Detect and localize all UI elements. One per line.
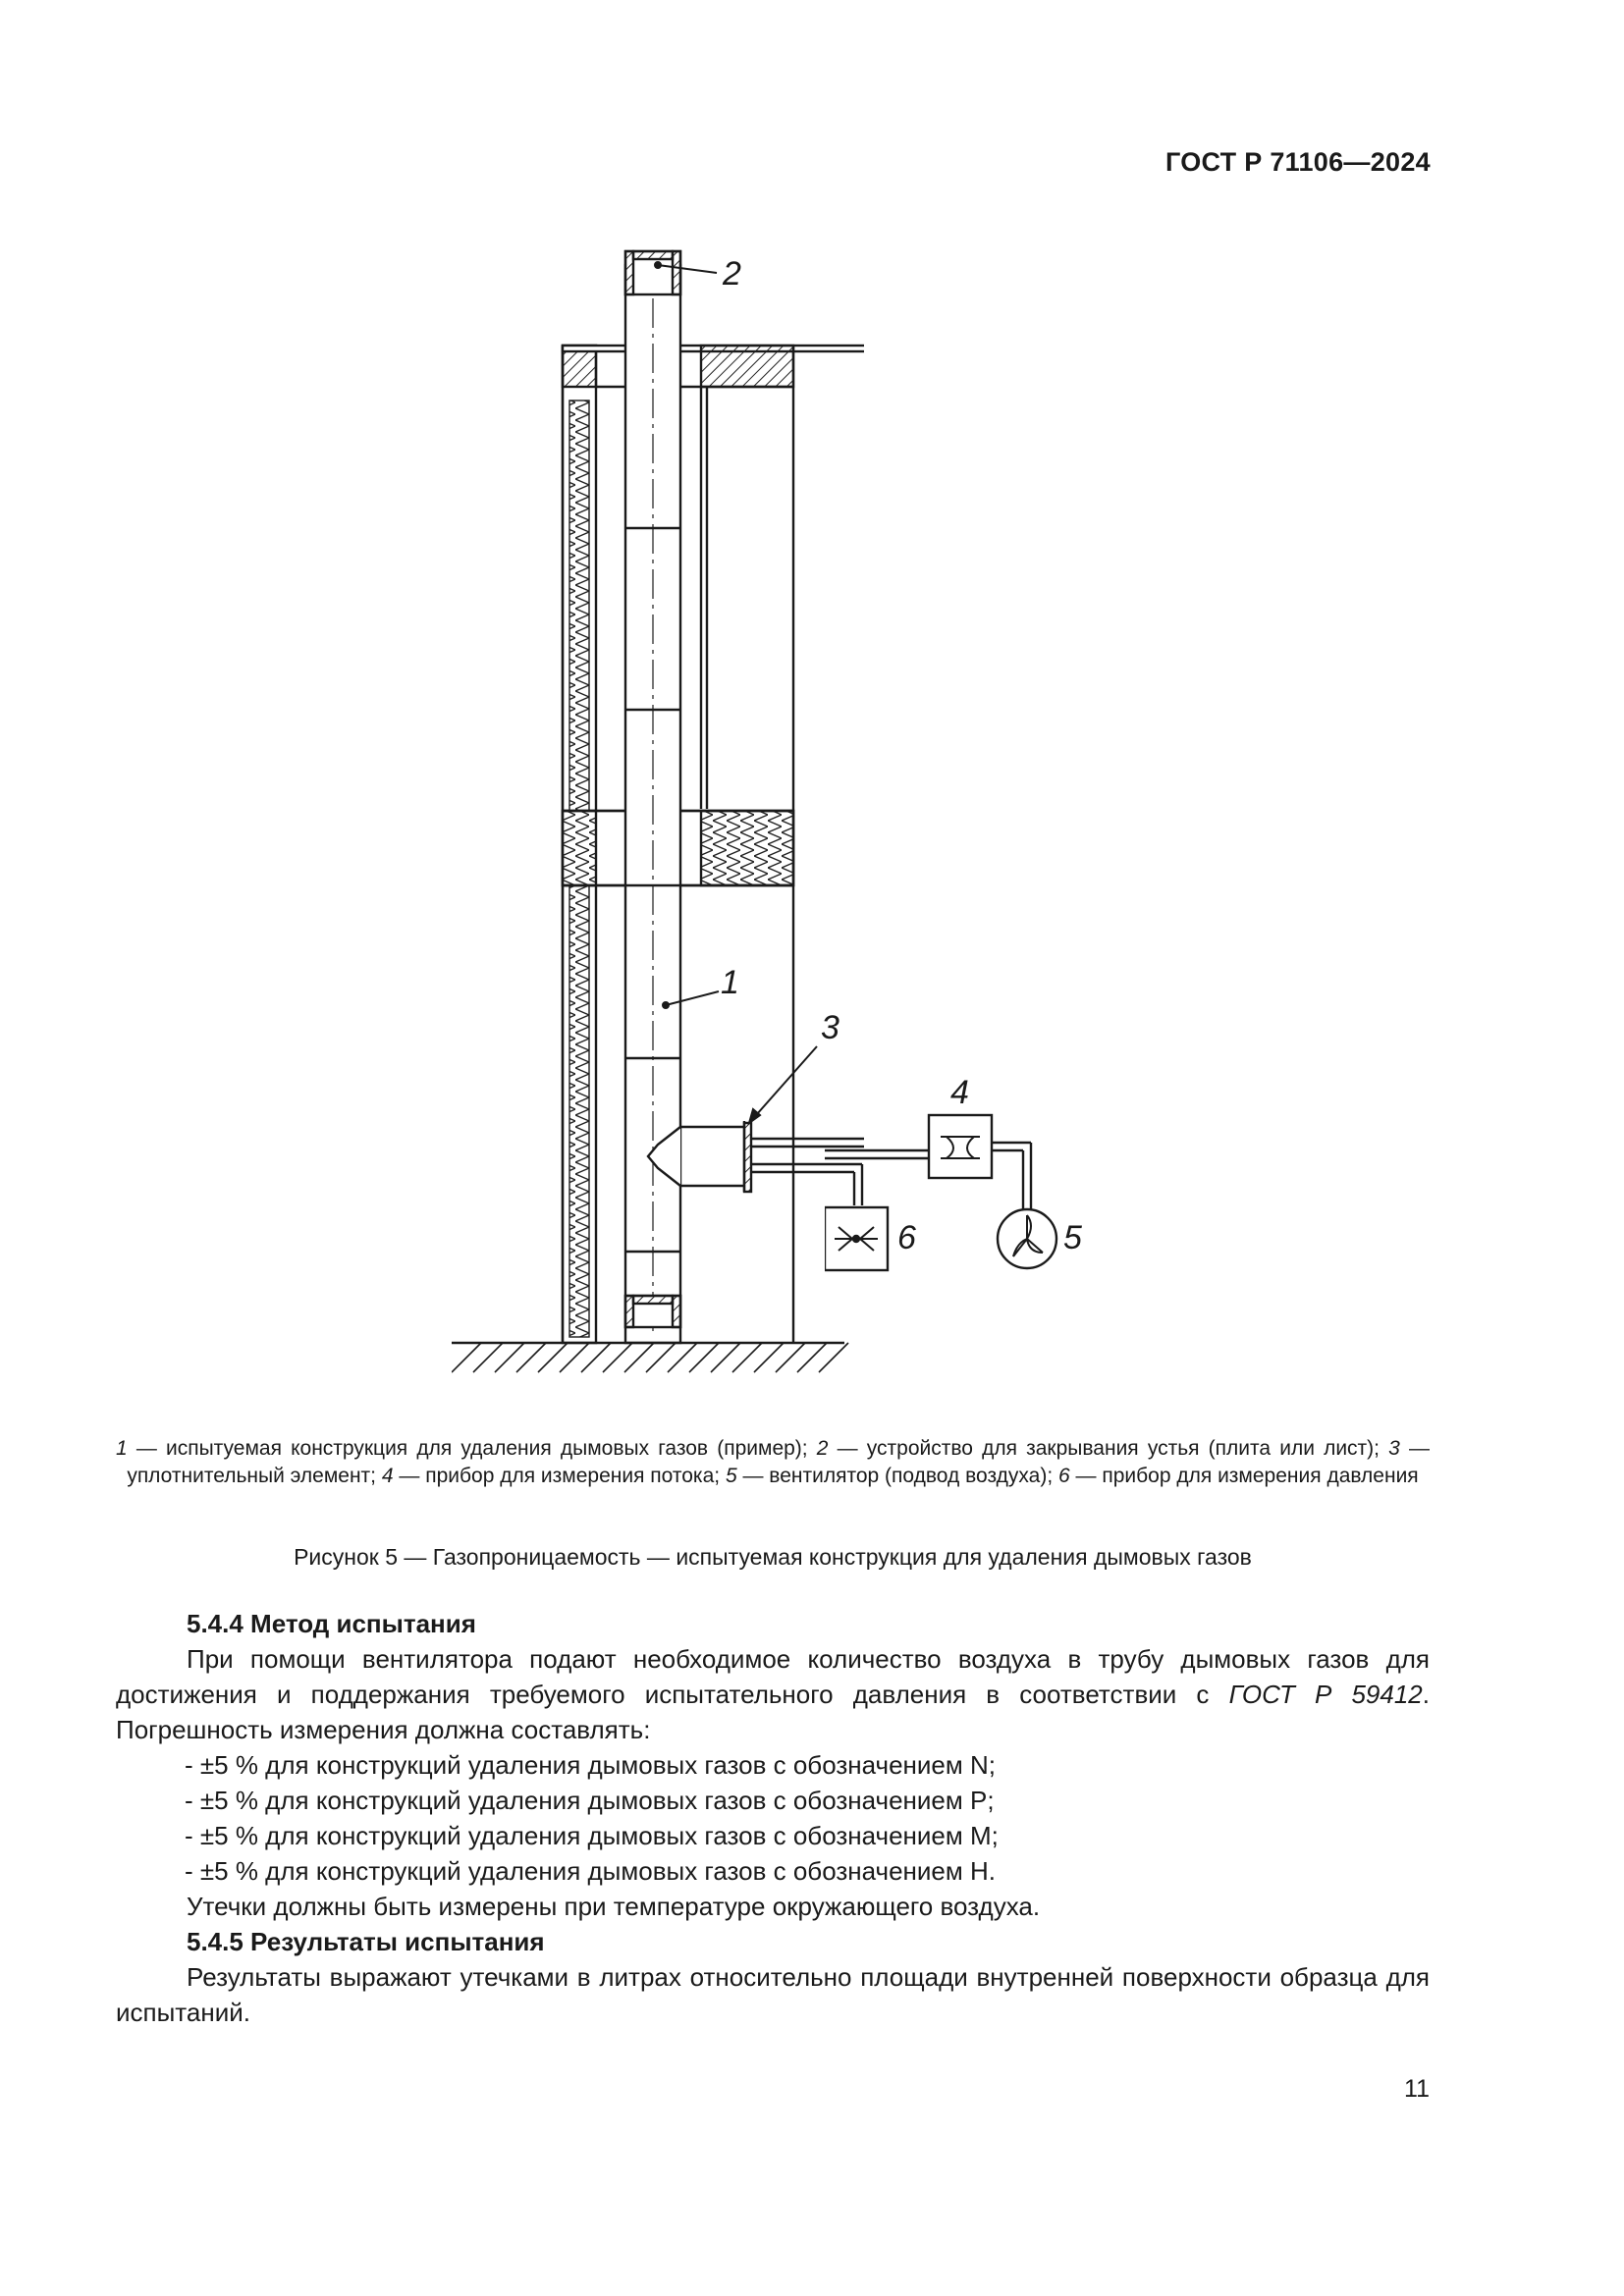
method-para-start: При помощи вентилятора подают необходимое количество воздуха в трубу дымовых газов для достижения и поддержания требуемого испытательного давления в соответствии с [116, 1644, 1430, 1709]
document-standard-number: ГОСТ Р 71106—2024 [1164, 147, 1431, 177]
list-item: - ±5 % для конструкций удаления дымовых газов с обозначением M; [185, 1821, 999, 1850]
callout-6: 6 [897, 1219, 916, 1256]
method-para-end: . Погрешность измерения должна составлять: [116, 1680, 1430, 1744]
legend-text-4: — прибор для измерения потока; [393, 1465, 726, 1487]
list-item: - ±5 % для конструкций удаления дымовых газов с обозначением N; [185, 1750, 996, 1780]
legend-num-6: 6 [1058, 1465, 1070, 1487]
callout-3: 3 [821, 1009, 839, 1046]
figure-caption: Рисунок 5 — Газопроницаемость — испытуемая конструкция для удаления дымовых газов [294, 1544, 1252, 1570]
method-paragraph [116, 1641, 1430, 1747]
legend-num-2: 2 [816, 1437, 829, 1460]
legend-text-1: — испытуемая конструкция для удаления дымовых газов (пример); [127, 1437, 817, 1460]
page-number: 11 [1404, 2075, 1430, 2103]
list-item: - ±5 % для конструкций удаления дымовых газов с обозначением H. [185, 1856, 996, 1886]
callout-1: 1 [721, 964, 739, 1001]
legend-text-6: — прибор для измерения давления [1069, 1465, 1419, 1487]
legend-num-3: 3 [1388, 1437, 1400, 1460]
section-heading-method: 5.4.4 Метод испытания [187, 1609, 476, 1638]
callout-2: 2 [723, 255, 741, 293]
legend-num-5: 5 [725, 1465, 737, 1487]
method-closing: Утечки должны быть измерены при температуре окружающего воздуха. [187, 1892, 1041, 1921]
list-item: - ±5 % для конструкций удаления дымовых газов с обозначением P; [185, 1786, 995, 1815]
figure-legend [116, 1435, 1430, 1490]
standard-reference: ГОСТ Р 59412 [1228, 1680, 1423, 1709]
document-body [116, 1606, 1430, 2030]
callout-4: 4 [950, 1074, 969, 1111]
legend-num-4: 4 [381, 1465, 394, 1487]
legend-text-5: — вентилятор (подвод воздуха); [736, 1465, 1058, 1487]
legend-text-3: — уплотнительный элемент; [127, 1437, 1430, 1487]
legend-text-2: — устройство для закрывания устья (плита или лист); [828, 1437, 1389, 1460]
results-paragraph: Результаты выражают утечками в литрах относительно площади внутренней поверхности образца для испытаний. [116, 1962, 1430, 2027]
callout-5: 5 [1063, 1219, 1082, 1256]
legend-num-1: 1 [116, 1437, 128, 1460]
section-heading-results: 5.4.5 Результаты испытания [187, 1927, 545, 1956]
